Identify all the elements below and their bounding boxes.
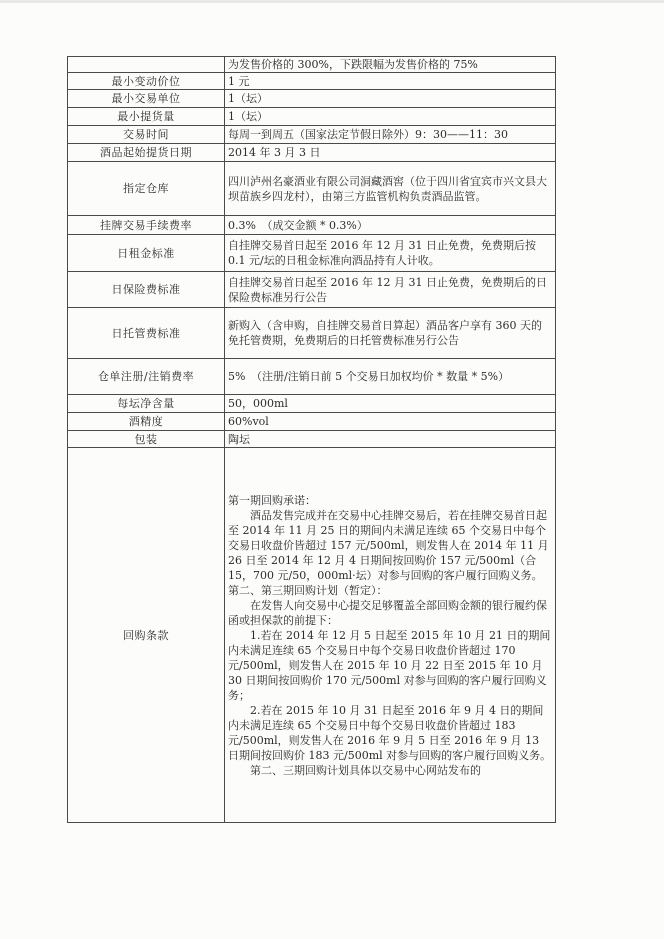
row-label: 每坛净含量 (68, 395, 225, 413)
table-row (68, 162, 556, 216)
table-row (68, 235, 556, 272)
row-label: 日租金标准 (68, 235, 225, 272)
table-row (68, 216, 556, 235)
row-label: 交易时间 (68, 126, 225, 144)
buyback-paragraph: 1.若在 2014 年 12 月 5 日起至 2015 年 10 月 21 日的期间内未满足连续 65 个交易日中每个交易日收盘价皆超过 170 元/500ml，则发售人在 2015 年 10 月 22 日至 2015 年 10 月 30 日期间按回购价 170 元/500ml 对参与回购的客户履行回购义务； (228, 628, 551, 702)
row-label: 最小提货量 (68, 108, 225, 126)
row-label: 最小交易单位 (68, 90, 225, 108)
table-row (68, 395, 556, 413)
row-label: 酒品起始提货日期 (68, 144, 225, 162)
buyback-row (68, 448, 556, 823)
buyback-paragraph: 在发售人向交易中心提交足够覆盖全部回购金额的银行履约保函或担保款的前提下： (228, 598, 547, 627)
price-limit-fragment: 为发售价格的 300%，下跌限幅为发售价格的 75% (225, 57, 556, 73)
table-row (68, 144, 556, 162)
table-row (68, 272, 556, 308)
table-row (68, 308, 556, 359)
table-row (68, 359, 556, 395)
row-label: 指定仓库 (68, 162, 225, 216)
row-label: 挂牌交易手续费率 (68, 216, 225, 235)
buyback-paragraph: 第二、三期回购计划具体以交易中心网站发布的 (250, 763, 481, 777)
table-row (68, 431, 556, 448)
row-value: 1（坛） (225, 90, 556, 108)
row-label (68, 57, 225, 73)
row-value: 1 元 (225, 73, 556, 90)
scan-top-edge (0, 0, 664, 3)
buyback-terms (225, 448, 556, 823)
row-value: 60%vol (225, 413, 556, 431)
row-label: 日托管费标准 (68, 308, 225, 359)
table-row (68, 413, 556, 431)
row-value: 每周一到周五（国家法定节假日除外）9：30——11：30 (225, 126, 556, 144)
contract-terms-table (67, 56, 556, 823)
row-label: 包装 (68, 431, 225, 448)
row-value: 5% （注册/注销日前 5 个交易日加权均价 * 数量 * 5%） (225, 359, 556, 395)
table-row (68, 73, 556, 90)
buyback-paragraph: 第一期回购承诺： (228, 493, 316, 507)
row-value: 陶坛 (225, 431, 556, 448)
buyback-label: 回购条款 (68, 448, 225, 823)
row-value: 自挂牌交易首日起至 2016 年 12 月 31 日止免费，免费期后按 0.1 元/坛的日租金标准向酒品持有人计收。 (225, 235, 556, 272)
row-label: 酒精度 (68, 413, 225, 431)
row-value: 2014 年 3 月 3 日 (225, 144, 556, 162)
row-label: 日保险费标准 (68, 272, 225, 308)
row-value: 0.3% （成交金额 * 0.3%） (225, 216, 556, 235)
row-label: 仓单注册/注销费率 (68, 359, 225, 395)
row-value: 自挂牌交易首日起至 2016 年 12 月 31 日止免费，免费期后的日保险费标准另行公告 (225, 272, 556, 308)
table-row (68, 90, 556, 108)
row-value: 四川泸州名豪酒业有限公司洞藏酒窖（位于四川省宜宾市兴文县大坝苗族乡四龙村），由第三方监管机构负责酒品监管。 (225, 162, 556, 216)
row-value: 50，000ml (225, 395, 556, 413)
table-row (68, 126, 556, 144)
buyback-paragraph: 第二、第三期回购计划（暂定）： (228, 583, 388, 597)
row-value: 新购入（含申购，自挂牌交易首日算起）酒品客户享有 360 天的免托管费期，免费期后的日托管费标准另行公告 (225, 308, 556, 359)
buyback-paragraph: 酒品发售完成并在交易中心挂牌交易后，若在挂牌交易首日起至 2014 年 11 月 25 日的期间内未满足连续 65 个交易日中每个交易日收盘价皆超过 157 元/500ml，则发售人在 2014 年 11 月 26 日至 2014 年 12 月 4 日期间按回购价 157 元/500ml（合 15，700 元/50，000ml·坛）对参与回购的客户履行回购义务。 (228, 508, 549, 582)
table-row (68, 108, 556, 126)
table-row (68, 57, 556, 73)
buyback-paragraph: 2.若在 2015 年 10 月 31 日起至 2016 年 9 月 4 日的期间内未满足连续 65 个交易日中每个交易日收盘价皆超过 183 元/500ml，则发售人在 2016 年 9 月 5 日至 2016 年 9 月 13 日期间按回购价 183 元/500ml 对参与回购的客户履行回购义务。 (228, 703, 552, 762)
row-value: 1（坛） (225, 108, 556, 126)
row-label: 最小变动价位 (68, 73, 225, 90)
